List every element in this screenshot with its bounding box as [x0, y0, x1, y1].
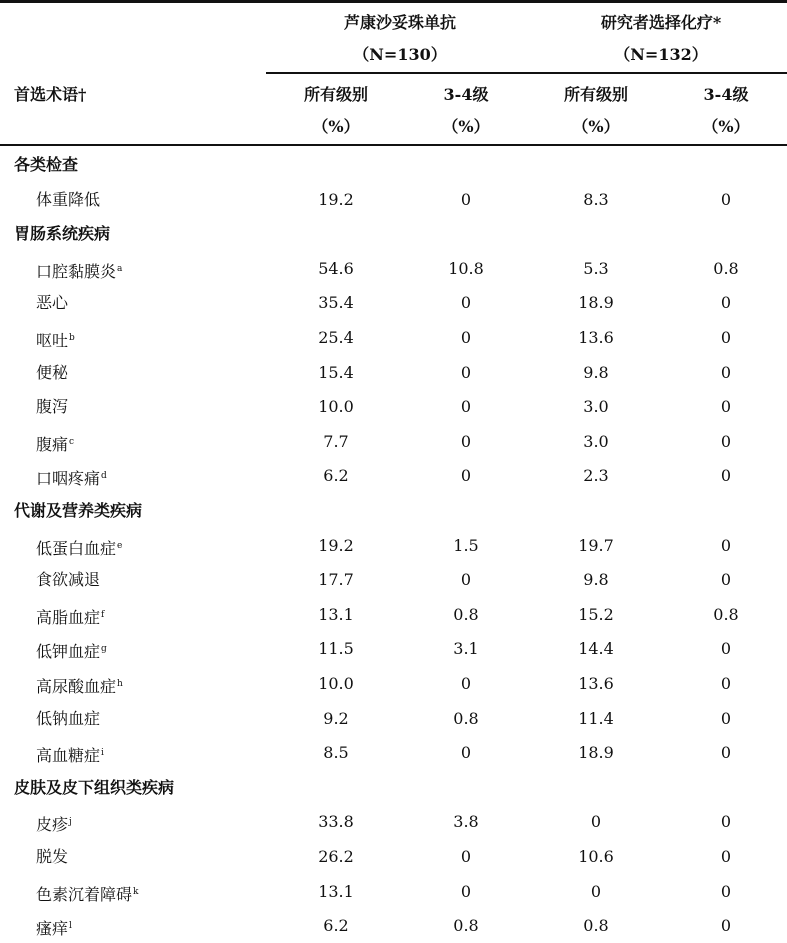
value-cell: 0 — [460, 189, 472, 209]
table-row — [0, 252, 787, 286]
term-label — [36, 638, 107, 663]
term-label — [36, 569, 100, 591]
group1-name: 芦康沙妥珠单抗 — [343, 13, 457, 32]
value-cell: 0.8 — [713, 258, 739, 278]
value-cell: 0 — [460, 466, 472, 486]
value-cell: 0 — [720, 328, 732, 347]
term-label — [36, 431, 74, 456]
footnote-marker: i — [101, 748, 104, 759]
term-label — [36, 846, 68, 868]
value-cell: 17.7 — [318, 570, 354, 590]
group2-n: （N=132） — [614, 45, 708, 64]
term-text: 低钾血症 — [36, 642, 101, 662]
g2-all-grades-header: 所有级别 — [563, 85, 629, 104]
term-text: 腹泻 — [36, 397, 69, 417]
term-text: 腹痛 — [36, 434, 69, 454]
value-cell: 0 — [720, 743, 732, 763]
group-rule — [266, 72, 787, 74]
g2-grade-pct-header: （%） — [702, 117, 750, 136]
value-cell: 11.4 — [578, 708, 614, 728]
value-cell: 26.2 — [318, 847, 354, 866]
table-row — [0, 736, 787, 770]
value-cell: 10.8 — [448, 258, 484, 278]
category-row — [0, 771, 787, 805]
value-cell: 19.7 — [578, 535, 614, 555]
term-label — [36, 535, 122, 560]
term-label — [36, 604, 104, 629]
value-cell: 18.9 — [578, 293, 614, 313]
term-label — [36, 258, 122, 283]
value-cell: 0 — [590, 812, 602, 832]
term-label — [36, 327, 75, 352]
value-cell: 15.4 — [318, 362, 354, 382]
value-cell: 0.8 — [453, 604, 479, 624]
category-label: 各类检查 — [14, 155, 79, 174]
table-row — [0, 459, 787, 493]
value-cell: 13.1 — [318, 881, 354, 901]
footnote-marker: a — [117, 263, 123, 274]
value-cell: 0 — [720, 535, 732, 555]
value-cell: 0 — [720, 431, 732, 451]
value-cell: 2.3 — [583, 466, 609, 486]
value-cell: 0 — [720, 708, 732, 728]
value-cell: 0 — [720, 881, 732, 901]
header-rule — [0, 144, 787, 146]
value-cell: 8.3 — [583, 189, 609, 209]
term-label — [36, 742, 104, 767]
term-label — [36, 292, 68, 314]
term-text: 皮疹 — [36, 815, 69, 835]
footnote-marker: j — [69, 817, 72, 828]
value-cell: 1.5 — [453, 535, 479, 555]
value-cell: 13.6 — [578, 674, 614, 693]
term-text: 恶心 — [36, 293, 69, 313]
value-cell: 0 — [720, 466, 732, 486]
table-row — [0, 286, 787, 320]
term-label — [36, 465, 107, 490]
value-cell: 3.0 — [583, 397, 609, 417]
term-label — [36, 881, 138, 906]
term-label — [36, 189, 100, 211]
category-label: 皮肤及皮下组织类疾病 — [14, 777, 175, 797]
term-text: 便秘 — [36, 362, 69, 382]
footnote-marker: b — [69, 333, 75, 343]
table-row — [0, 598, 787, 632]
term-text: 口咽疼痛 — [36, 469, 101, 489]
value-cell: 8.5 — [323, 743, 349, 763]
stub-header: 首选术语† — [14, 85, 87, 104]
term-text: 高尿酸血症 — [36, 677, 117, 696]
value-cell: 9.8 — [583, 570, 609, 590]
table-row — [0, 702, 787, 736]
term-text: 色素沉着障碍 — [36, 884, 133, 904]
table-row — [0, 805, 787, 839]
table-row — [0, 563, 787, 597]
footnote-marker: e — [117, 540, 123, 551]
value-cell: 3.1 — [453, 639, 479, 659]
term-label — [36, 362, 68, 384]
category-label: 代谢及营养类疾病 — [14, 501, 143, 520]
term-text: 口腔黏膜炎 — [36, 261, 117, 281]
term-text: 瘙痒 — [36, 919, 69, 939]
g2-all-pct-header: （%） — [572, 117, 620, 136]
value-cell: 5.3 — [583, 258, 609, 278]
term-text: 低钠血症 — [36, 708, 101, 728]
value-cell: 0 — [720, 639, 732, 659]
value-cell: 0 — [720, 570, 732, 590]
table-row — [0, 667, 787, 701]
value-cell: 54.6 — [318, 258, 354, 278]
value-cell: 14.4 — [578, 639, 614, 659]
table-row — [0, 390, 787, 424]
term-text: 高脂血症 — [36, 607, 101, 627]
term-text: 低蛋白血症 — [36, 538, 117, 558]
value-cell: 0 — [720, 362, 732, 382]
value-cell: 0 — [720, 916, 732, 936]
value-cell: 10.0 — [318, 397, 354, 417]
term-text: 体重降低 — [36, 189, 101, 209]
table-row — [0, 909, 787, 943]
value-cell: 0 — [590, 881, 602, 901]
value-cell: 0 — [460, 362, 472, 382]
term-label — [36, 673, 123, 698]
table-row — [0, 529, 787, 563]
term-label — [36, 396, 68, 418]
value-cell: 13.1 — [318, 604, 354, 624]
term-label — [36, 915, 72, 940]
value-cell: 0 — [720, 674, 732, 693]
value-cell: 0 — [720, 397, 732, 417]
footnote-marker: c — [69, 436, 75, 447]
category-row — [0, 494, 787, 528]
g1-grade-pct-header: （%） — [442, 117, 490, 136]
footnote-marker: h — [117, 679, 123, 689]
top-rule — [0, 0, 787, 3]
footnote-marker: d — [101, 471, 107, 482]
value-cell: 13.6 — [578, 328, 614, 347]
category-label: 胃肠系统疾病 — [14, 224, 111, 244]
value-cell: 11.5 — [318, 639, 354, 659]
value-cell: 3.8 — [453, 812, 479, 832]
footnote-marker: f — [101, 609, 105, 620]
footnote-marker: g — [101, 644, 107, 655]
value-cell: 10.0 — [318, 674, 354, 693]
term-text: 呕吐 — [36, 331, 69, 350]
value-cell: 0 — [460, 293, 472, 313]
table-row — [0, 425, 787, 459]
term-text: 脱发 — [36, 847, 69, 866]
footnote-marker: k — [133, 886, 139, 897]
value-cell: 0 — [720, 293, 732, 313]
g1-grade34-header: 3-4级 — [443, 85, 489, 104]
value-cell: 33.8 — [318, 812, 354, 832]
value-cell: 19.2 — [318, 189, 354, 209]
value-cell: 18.9 — [578, 743, 614, 763]
value-cell: 0.8 — [583, 916, 609, 936]
value-cell: 0 — [720, 812, 732, 832]
term-label — [36, 708, 100, 730]
value-cell: 6.2 — [323, 916, 349, 936]
value-cell: 9.2 — [323, 708, 349, 728]
term-text: 食欲减退 — [36, 570, 101, 590]
value-cell: 15.2 — [578, 604, 614, 624]
g2-grade34-header: 3-4级 — [703, 85, 749, 104]
term-label — [36, 811, 72, 836]
g1-all-grades-header: 所有级别 — [303, 85, 369, 104]
value-cell: 6.2 — [323, 466, 349, 486]
table-row — [0, 356, 787, 390]
value-cell: 0.8 — [713, 604, 739, 624]
value-cell: 0 — [460, 431, 472, 451]
value-cell: 0 — [460, 328, 472, 347]
value-cell: 10.6 — [578, 847, 614, 866]
value-cell: 9.8 — [583, 362, 609, 382]
g1-all-pct-header: （%） — [312, 117, 360, 136]
table-row — [0, 632, 787, 666]
value-cell: 35.4 — [318, 293, 354, 313]
value-cell: 0 — [460, 847, 472, 866]
value-cell: 7.7 — [323, 431, 349, 451]
value-cell: 0 — [460, 743, 472, 763]
value-cell: 0 — [720, 189, 732, 209]
value-cell: 0 — [460, 674, 472, 693]
value-cell: 0 — [460, 570, 472, 590]
value-cell: 3.0 — [583, 431, 609, 451]
category-row — [0, 148, 787, 182]
term-text: 高血糖症 — [36, 746, 101, 766]
table-row — [0, 840, 787, 874]
value-cell: 19.2 — [318, 535, 354, 555]
table-row — [0, 321, 787, 355]
value-cell: 0 — [460, 397, 472, 417]
value-cell: 25.4 — [318, 328, 354, 347]
value-cell: 0.8 — [453, 916, 479, 936]
group2-name: 研究者选择化疗* — [600, 13, 722, 32]
footnote-marker: l — [69, 921, 72, 932]
table-row — [0, 875, 787, 909]
value-cell: 0 — [720, 847, 732, 866]
value-cell: 0 — [460, 881, 472, 901]
category-row — [0, 217, 787, 251]
value-cell: 0.8 — [453, 708, 479, 728]
group1-n: （N=130） — [353, 45, 447, 64]
table-row — [0, 183, 787, 217]
